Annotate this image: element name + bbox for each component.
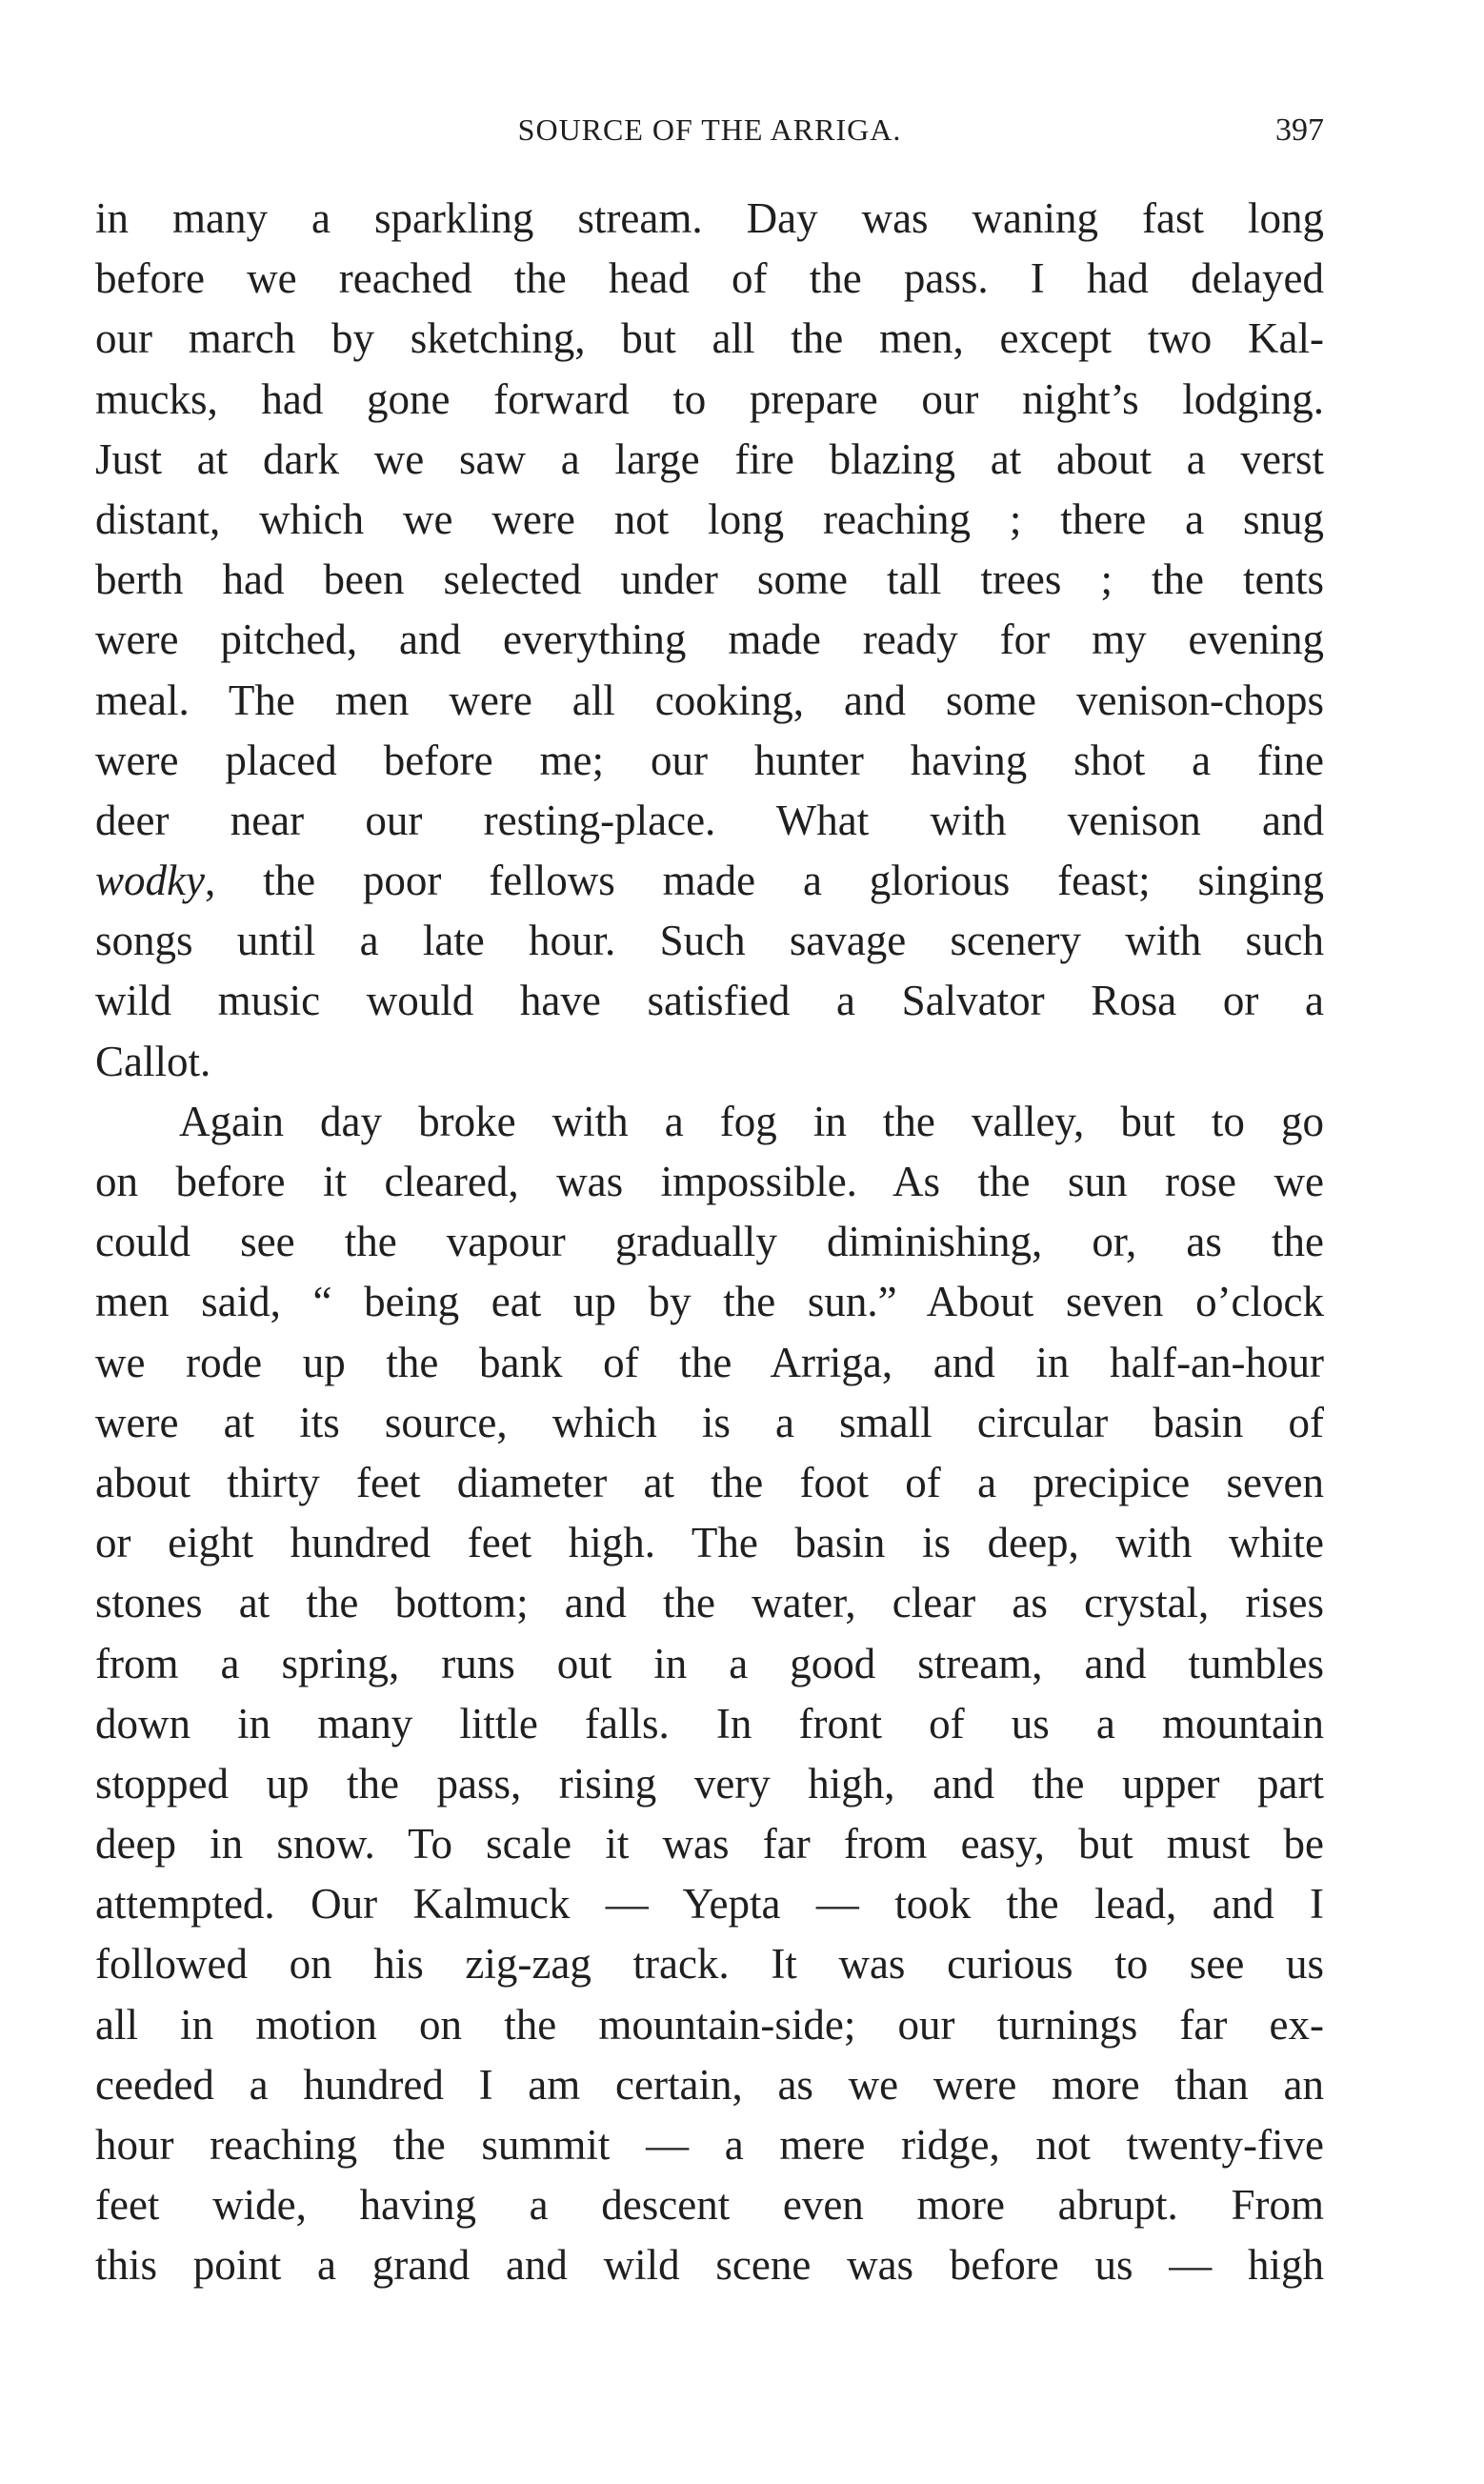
body-text [95, 189, 1324, 2296]
text-line: Again day broke with a fog in the valley, but to go [179, 1097, 1324, 1145]
text-line: down in many little falls. In front of us a mountain [95, 1699, 1324, 1747]
text-line: Just at dark we saw a large fire blazing at about a verst [95, 434, 1324, 483]
text-line: wild music would have satisfied a Salvator Rosa or a [95, 977, 1324, 1025]
text-line: Callot. [95, 1037, 211, 1085]
text-line: followed on his zig-zag track. It was curious to see us [95, 1940, 1324, 1989]
text-line: men said, “ being eat up by the sun.” About seven o’clock [95, 1278, 1324, 1326]
text-line: deep in snow. To scale it was far from easy, but must be [95, 1820, 1324, 1868]
text-line: deer near our resting-place. What with venison and [95, 796, 1324, 844]
text-line: stones at the bottom; and the water, clear as crystal, rises [95, 1579, 1324, 1627]
text-line: this point a grand and wild scene was before us — high [95, 2241, 1324, 2290]
text-line: hour reaching the summit — a mere ridge, not twenty-five [95, 2121, 1324, 2169]
page-number: 397 [1275, 112, 1324, 148]
text-line [95, 851, 1324, 911]
text-line: in many a sparkling stream. Day was waning fast long [95, 194, 1324, 242]
text-line: feet wide, having a descent even more abrupt. From [95, 2181, 1324, 2230]
text-line: berth had been selected under some tall trees ; the tents [95, 555, 1324, 604]
text-line: were placed before me; our hunter having shot a fine [95, 736, 1324, 784]
text-line: stopped up the pass, rising very high, and the upper part [95, 1759, 1324, 1807]
running-title: SOURCE OF THE ARRIGA. [517, 112, 902, 147]
text-line: were pitched, and everything made ready for my evening [95, 616, 1324, 664]
text-line: all in motion on the mountain-side; our turnings far ex- [95, 2000, 1324, 2049]
text-line: attempted. Our Kalmuck — Yepta — took the lead, and I [95, 1880, 1324, 1929]
italic-word: wodky [95, 857, 205, 905]
text-line: we rode up the bank of the Arriga, and in half-an-hour [95, 1338, 1324, 1386]
text-line: on before it cleared, was impossible. As the sun rose we [95, 1158, 1324, 1205]
text-line: meal. The men were all cooking, and some venison-chops [95, 676, 1324, 724]
text-line: ceeded a hundred I am certain, as we were more than an [95, 2060, 1324, 2109]
text-line: distant, which we were not long reaching ; there a snug [95, 495, 1324, 543]
text-fragment: , the poor fellows made a glorious feast; singing [204, 857, 1324, 905]
text-line: mucks, had gone forward to prepare our night’s lodging. [95, 374, 1324, 423]
text-line: our march by sketching, but all the men, except two Kal- [95, 314, 1324, 363]
text-line: from a spring, runs out in a good stream, and tumbles [95, 1639, 1324, 1687]
running-head [95, 112, 1324, 160]
text-line: about thirty feet diameter at the foot of a precipice seven [95, 1458, 1324, 1506]
text-line: before we reached the head of the pass. I had delayed [95, 254, 1324, 303]
text-line: songs until a late hour. Such savage scenery with such [95, 917, 1324, 965]
text-line: could see the vapour gradually diminishing, or, as the [95, 1218, 1324, 1266]
text-line: or eight hundred feet high. The basin is deep, with white [95, 1519, 1324, 1567]
text-line: were at its source, which is a small circular basin of [95, 1398, 1324, 1446]
